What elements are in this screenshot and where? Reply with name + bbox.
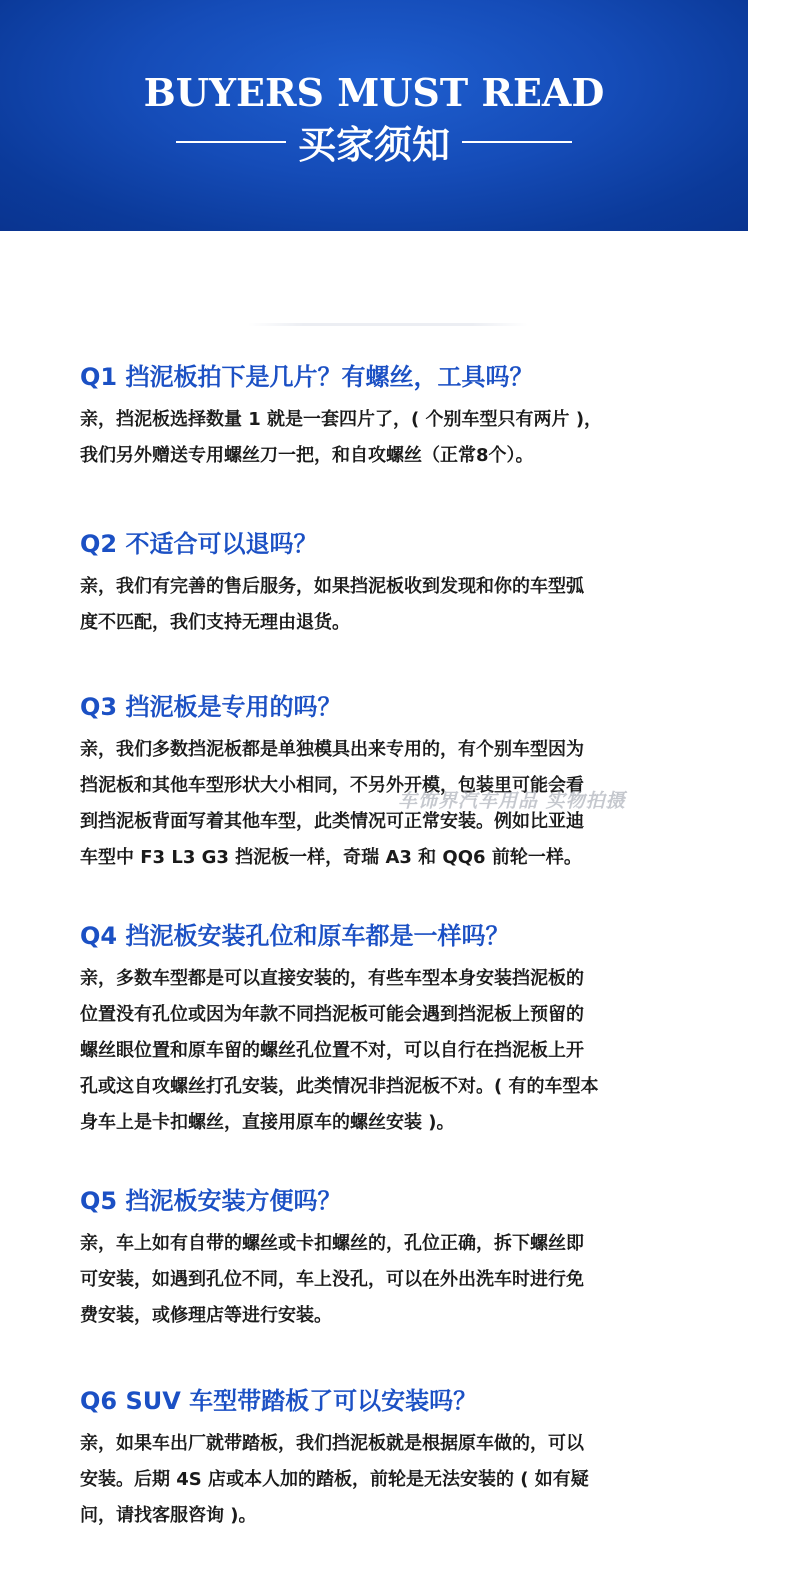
- faq-answer-line: 亲，挡泥板选择数量 1 就是一套四片了，( 个别车型只有两片 )，: [80, 409, 603, 430]
- faq-answer-line: 位置没有孔位或因为年款不同挡泥板可能会遇到挡泥板上预留的: [80, 1004, 584, 1025]
- faq-answer-line: 我们另外赠送专用螺丝刀一把，和自攻螺丝（正常8个）。: [80, 445, 534, 466]
- faq-answer-line: 螺丝眼位置和原车留的螺丝孔位置不对，可以自行在挡泥板上开: [80, 1040, 584, 1061]
- faq-question: Q5 挡泥板安装方便吗？: [80, 1187, 342, 1215]
- faq-item-q6: [80, 1386, 680, 1534]
- faq-answer-line: 亲，如果车出厂就带踏板，我们挡泥板就是根据原车做的，可以: [80, 1433, 584, 1454]
- decorative-line-right: [462, 141, 572, 143]
- faq-answer: [80, 1226, 680, 1334]
- faq-question: Q4 挡泥板安装孔位和原车都是一样吗？: [80, 922, 510, 950]
- faq-item-q1: [80, 362, 680, 474]
- header-banner: [0, 0, 748, 231]
- faq-answer-line: 亲，车上如有自带的螺丝或卡扣螺丝的，孔位正确，拆下螺丝即: [80, 1233, 584, 1254]
- faq-answer-line: 度不匹配，我们支持无理由退货。: [80, 612, 350, 633]
- faq-answer-line: 车型中 F3 L3 G3 挡泥板一样，奇瑞 A3 和 QQ6 前轮一样。: [80, 847, 582, 868]
- watermark: 车饰界汽车用品 实物拍摄: [398, 790, 626, 812]
- faq-answer-line: 身车上是卡扣螺丝，直接用原车的螺丝安装 )。: [80, 1112, 455, 1133]
- decorative-line-left: [176, 141, 286, 143]
- faq-answer-line: 亲，多数车型都是可以直接安装的，有些车型本身安装挡泥板的: [80, 968, 584, 989]
- faq-answer-line: 安装。后期 4S 店或本人加的踏板，前轮是无法安装的 ( 如有疑: [80, 1469, 589, 1490]
- faq-answer-line: 亲，我们多数挡泥板都是单独模具出来专用的，有个别车型因为: [80, 739, 584, 760]
- faq-answer-line: 费安装，或修理店等进行安装。: [80, 1305, 332, 1326]
- banner-subtitle-row: [0, 114, 748, 169]
- faq-item-q2: [80, 529, 680, 641]
- faq-question: Q1 挡泥板拍下是几片？有螺丝，工具吗？: [80, 363, 534, 391]
- faq-item-q5: [80, 1186, 680, 1334]
- faq-item-q3: [80, 692, 680, 876]
- banner-title-cn: 买家须知: [297, 123, 450, 167]
- faq-answer: [80, 402, 680, 474]
- faq-question: Q2 不适合可以退吗？: [80, 530, 318, 558]
- faq-answer-line: 到挡泥板背面写着其他车型，此类情况可正常安装。例如比亚迪: [80, 811, 584, 832]
- faq-answer-line: 孔或这自攻螺丝打孔安装，此类情况非挡泥板不对。( 有的车型本: [80, 1076, 599, 1097]
- faq-item-q4: [80, 921, 680, 1141]
- faq-answer: [80, 569, 680, 641]
- faq-question: Q6 SUV 车型带踏板了可以安装吗？: [80, 1387, 478, 1415]
- banner-title-en: BUYERS MUST READ: [143, 70, 605, 115]
- faq-answer-line: 亲，我们有完善的售后服务，如果挡泥板收到发现和你的车型弧: [80, 576, 584, 597]
- faq-answer: [80, 961, 680, 1141]
- faq-answer-line: 问，请找客服咨询 )。: [80, 1505, 257, 1526]
- divider: [248, 323, 528, 326]
- faq-answer-line: 可安装，如遇到孔位不同，车上没孔，可以在外出洗车时进行免: [80, 1269, 584, 1290]
- faq-question: Q3 挡泥板是专用的吗？: [80, 693, 342, 721]
- faq-answer-line: 挡泥板和其他车型形状大小相同，不另外开模，包装里可能会看: [80, 775, 584, 796]
- faq-answer: [80, 1426, 680, 1534]
